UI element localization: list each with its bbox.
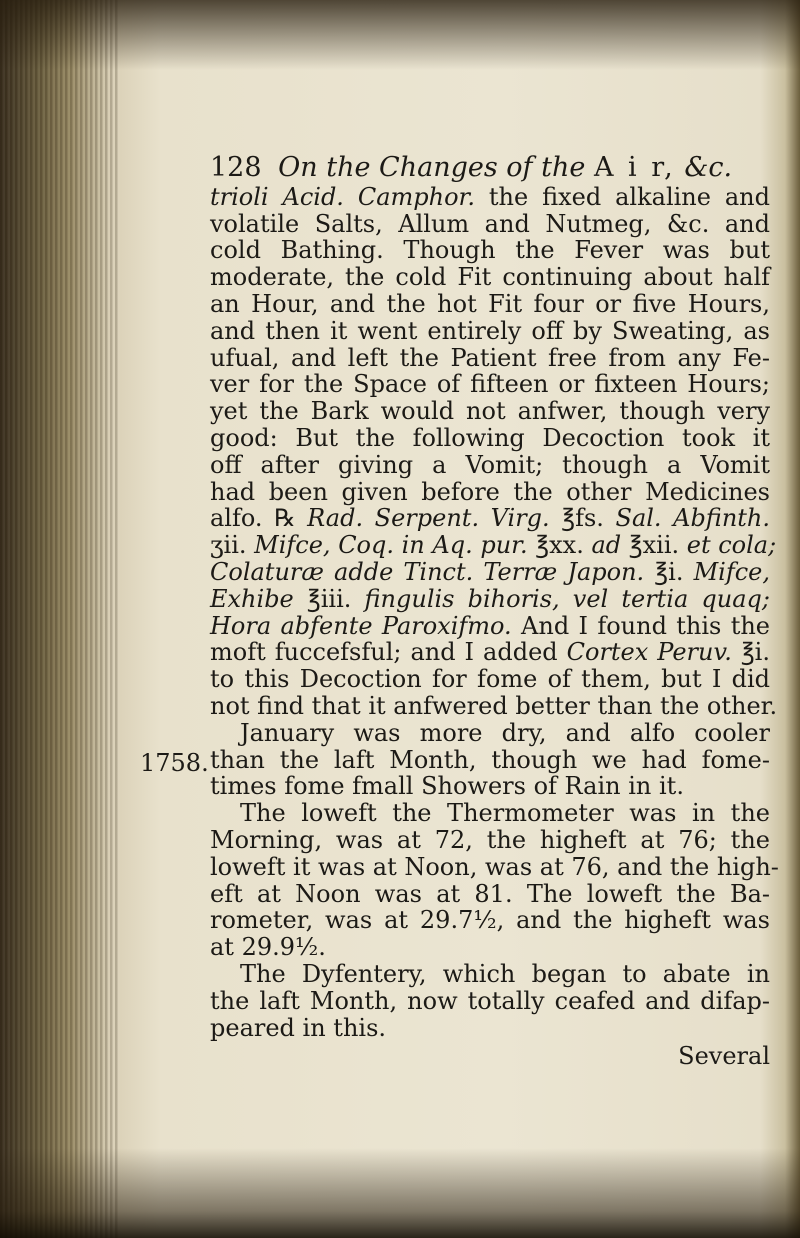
text-segment: volatile Salts, Allum and Nutmeg, &c. and: [210, 209, 770, 238]
text-segment: good: But the following Decoction took it: [210, 423, 770, 452]
text-line: [210, 988, 770, 1015]
text-segment: moderate, the cold Fit continuing about half: [210, 263, 770, 292]
book-binding: [0, 0, 120, 1238]
text-segment: Sal. Abfinth.: [615, 504, 771, 533]
text-segment: Cortex Peruv.: [566, 638, 732, 667]
text-segment: than the laft Month, though we had fome-: [210, 745, 770, 774]
running-title-caps: A i r,: [593, 152, 676, 183]
text-segment: Exhibe: [210, 584, 294, 613]
text-segment: The loweft the Thermometer was in the: [240, 799, 770, 828]
text-line: [210, 479, 770, 506]
text-segment: ℥xii.: [621, 531, 687, 560]
text-segment: times fome fmall Showers of Rain in it.: [210, 772, 684, 801]
text-segment: peared in this.: [210, 1013, 387, 1042]
text-segment: to this Decoction for fome of them, but I did: [210, 665, 770, 694]
text-line: [210, 613, 770, 640]
text-segment: Mifce,: [693, 557, 770, 586]
text-line: [210, 720, 770, 747]
text-segment: trioli Acid. Camphor.: [210, 182, 475, 211]
text-line: [210, 559, 770, 586]
text-line: [210, 961, 770, 988]
text-segment: the laft Month, now totally ceafed and difap-: [210, 986, 770, 1015]
text-segment: rometer, was at 29.7½, and the higheft was: [210, 906, 770, 935]
page-number: 128: [210, 152, 262, 183]
text-segment: et cola;: [686, 531, 777, 560]
running-title-end: &c.: [684, 152, 733, 183]
text-line: [210, 211, 770, 238]
text-segment: had been given before the other Medicines: [210, 477, 770, 506]
body-text: [210, 182, 779, 1042]
text-line: [210, 827, 770, 854]
text-segment: and then it went entirely off by Sweating, as: [210, 316, 770, 345]
text-segment: ℥xx.: [527, 531, 592, 560]
text-line: [210, 345, 770, 372]
text-line: [210, 881, 770, 908]
text-line: [210, 291, 770, 318]
text-line: [210, 747, 770, 774]
text-segment: yet the Bark would not anfwer, though very: [210, 397, 770, 426]
text-segment: ℥i.: [731, 638, 770, 667]
text-line: [210, 934, 770, 961]
text-line: [210, 452, 770, 479]
text-line: [210, 237, 770, 264]
text-segment: the fixed alkaline and: [475, 182, 770, 211]
text-segment: Rad. Serpent. Virg.: [307, 504, 550, 533]
text-line: [210, 852, 779, 881]
text-line: [210, 505, 770, 532]
text-line: [210, 586, 770, 613]
text-line: [210, 666, 770, 693]
text-segment: Hora abfente Paroxifmo.: [210, 611, 512, 640]
text-line: [210, 318, 770, 345]
text-segment: off after giving a Vomit; though a Vomit: [210, 450, 770, 479]
text-segment: ℥i.: [644, 557, 694, 586]
page-body: [210, 152, 779, 1071]
text-line: [210, 907, 770, 934]
running-title: On the Changes of the: [278, 152, 586, 183]
text-segment: Mifce, Coq. in Aq. pur.: [254, 531, 528, 560]
top-shadow: [0, 0, 800, 70]
text-segment: moft fuccefsful; and I added: [210, 638, 567, 667]
text-line: [210, 425, 770, 452]
text-segment: ℥iii.: [293, 584, 365, 613]
text-line: [210, 398, 770, 425]
text-segment: alfo. ℞: [210, 504, 308, 533]
text-segment: at 29.9½.: [210, 933, 326, 962]
text-segment: The Dyfentery, which began to abate in: [240, 959, 770, 988]
text-segment: ℥fs.: [549, 504, 616, 533]
catchword: Several: [678, 1042, 770, 1071]
text-line: [210, 371, 770, 398]
text-segment: not find that it anfwered better than the other.: [210, 691, 778, 720]
text-segment: loweft it was at Noon, was at 76, and the high-: [210, 852, 779, 881]
text-line: [210, 1015, 770, 1042]
text-segment: cold Bathing. Though the Fever was but: [210, 236, 770, 265]
text-segment: Morning, was at 72, the higheft at 76; the: [210, 825, 770, 854]
text-line: [210, 773, 770, 800]
text-segment: an Hour, and the hot Fit four or five Hours,: [210, 289, 770, 318]
margin-year: 1758.: [140, 749, 209, 777]
text-segment: And I found this the: [511, 611, 770, 640]
text-segment: fingulis bihoris, vel tertia quaq;: [364, 584, 770, 613]
text-line: [210, 184, 770, 211]
text-line: [210, 531, 777, 560]
text-segment: January was more dry, and alfo cooler: [240, 718, 770, 747]
text-line: [210, 639, 770, 666]
text-segment: ʒii.: [210, 531, 255, 560]
text-line: [210, 264, 770, 291]
text-line: [210, 800, 770, 827]
text-segment: ver for the Space of fifteen or fixteen Hours;: [210, 370, 770, 399]
text-segment: ad: [591, 531, 622, 560]
text-segment: Colaturæ adde Tinct. Terræ Japon.: [210, 557, 645, 586]
running-header: [210, 152, 770, 183]
text-line: [210, 691, 778, 720]
text-segment: ufual, and left the Patient free from any Fe-: [210, 343, 770, 372]
text-segment: eft at Noon was at 81. The loweft the Ba-: [210, 879, 770, 908]
bottom-shadow: [0, 1148, 800, 1238]
